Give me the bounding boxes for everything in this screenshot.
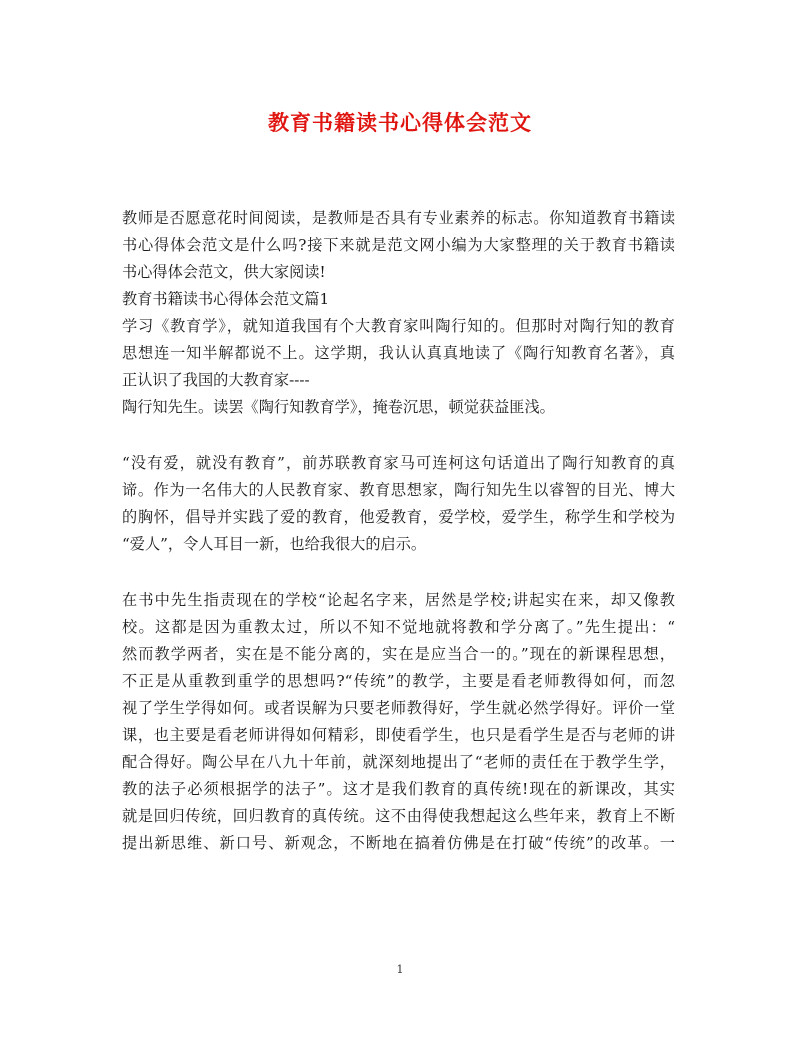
text-line: 教师是否愿意花时间阅读，是教师是否具有专业素养的标志。你知道教育书籍读 xyxy=(122,209,675,227)
text-line: 然而教学两者，实在是不能分离的，实在是应当合一的。”现在的新课程思想， xyxy=(122,645,675,663)
text-line: 就是回归传统，回归教育的真传统。这不由得使我想起这么些年来，教育上不断 xyxy=(122,807,675,825)
text-line: 书心得体会范文是什么吗?接下来就是范文网小编为大家整理的关于教育书籍读 xyxy=(122,236,675,254)
document-body xyxy=(122,205,675,857)
text-line: 视了学生学得如何。或者误解为只要老师教得好，学生就必然学得好。评价一堂 xyxy=(122,699,675,717)
text-line: 书心得体会范文，供大家阅读! xyxy=(122,263,326,281)
text-line: 思想连一知半解都说不上。这学期，我认认真真地读了《陶行知教育名著》，真 xyxy=(122,344,675,362)
text-line: “爱人”，令人耳目一新，也给我很大的启示。 xyxy=(122,535,427,553)
text-line: “没有爱，就没有教育”，前苏联教育家马可连柯这句话道出了陶行知教育的真 xyxy=(122,454,675,472)
paragraph-teaching-learning xyxy=(122,587,675,857)
text-line: 课，也主要是看老师讲得如何精彩，即使看学生，也只是看学生是否与老师的讲 xyxy=(122,726,675,744)
text-line: 陶行知先生。读罢《陶行知教育学》，掩卷沉思，顿觉获益匪浅。 xyxy=(122,398,555,416)
paragraph-gap xyxy=(122,421,675,450)
page-number: 1 xyxy=(396,963,404,976)
paragraph-intro xyxy=(122,205,675,286)
text-line: 的胸怀，倡导并实践了爱的教育，他爱教育，爱学校，爱学生，称学生和学校为 xyxy=(122,508,675,526)
text-line: 校。这都是因为重教太过，所以不知不觉地就将教和学分离了。”先生提出：“ xyxy=(122,618,675,636)
paragraph-gap xyxy=(122,558,675,587)
text-line: 谛。作为一名伟大的人民教育家、教育思想家，陶行知先生以睿智的目光、博大 xyxy=(122,481,675,499)
text-line: 学习《教育学》，就知道我国有个大教育家叫陶行知的。但那时对陶行知的教育 xyxy=(122,317,675,335)
text-line: 在书中先生指责现在的学校“论起名字来，居然是学校;讲起实在来，却又像教 xyxy=(122,591,675,609)
text-line: 教的法子必须根据学的法子”。这才是我们教育的真传统!现在的新课改，其实 xyxy=(122,780,675,798)
text-line: 正认识了我国的大教育家---- xyxy=(122,371,310,389)
paragraph-tao-xingzhi xyxy=(122,313,675,421)
document-title: 教育书籍读书心得体会范文 xyxy=(268,110,532,135)
text-line: 提出新思维、新口号、新观念，不断地在搞着仿佛是在打破“传统”的改革。一 xyxy=(122,834,675,852)
text-line: 教育书籍读书心得体会范文篇1 xyxy=(122,290,330,308)
paragraph-love-education xyxy=(122,450,675,558)
text-line: 配合得好。陶公早在八九十年前，就深刻地提出了“老师的责任在于教学生学， xyxy=(122,753,675,771)
text-line: 不正是从重教到重学的思想吗?“传统”的教学，主要是看老师教得如何，而忽 xyxy=(122,672,675,690)
section-heading xyxy=(122,286,675,313)
